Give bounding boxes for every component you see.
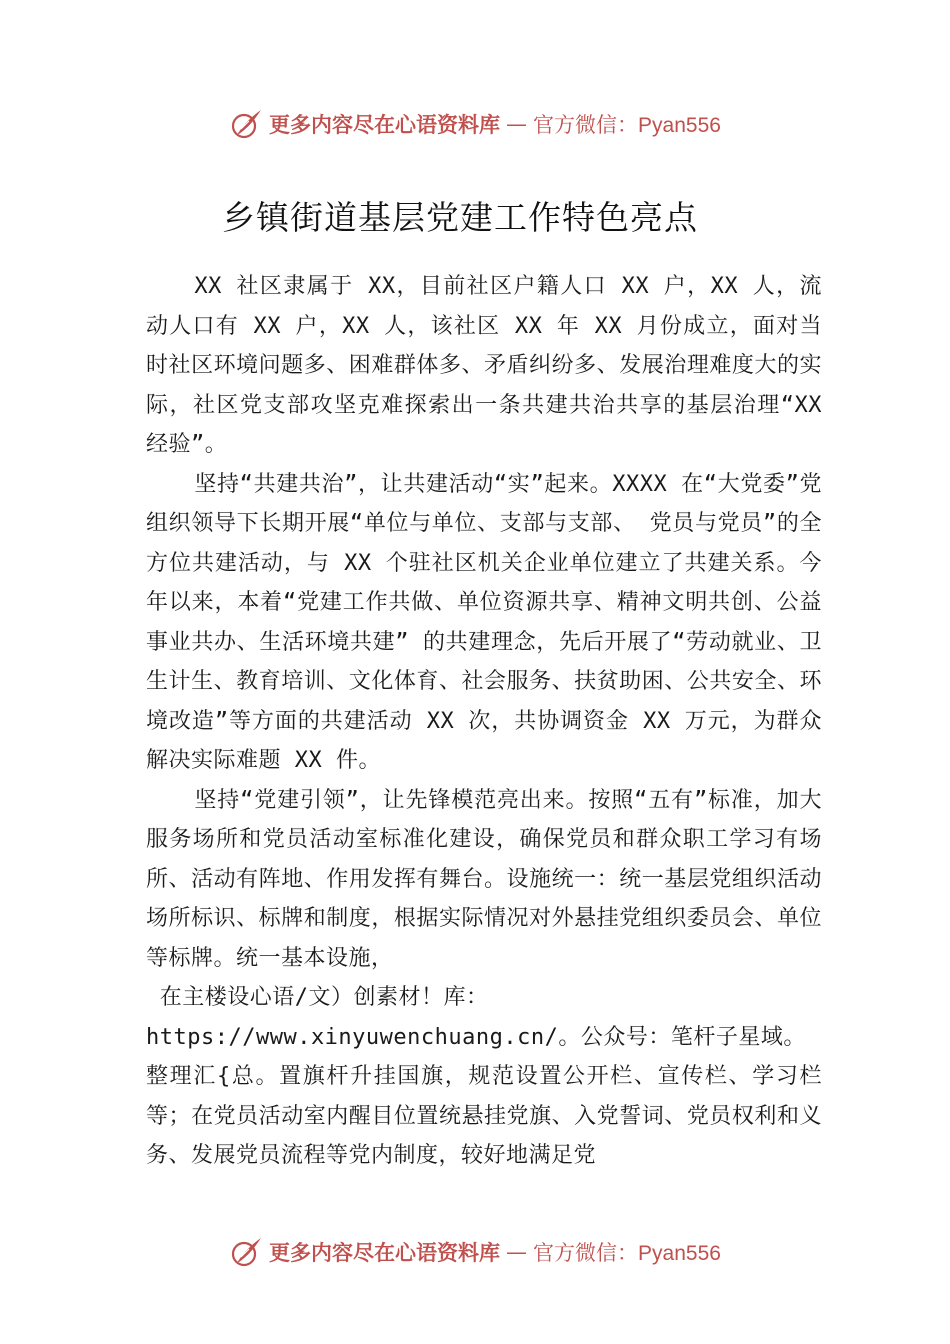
watermark-dash: — — [506, 1240, 528, 1264]
url-line: https://www.xinyuwenchuang.cn/。公众号：笔杆子星域。 — [146, 1024, 806, 1050]
insert-line: 在主楼设心语/文）创素材！库： — [146, 985, 489, 1010]
paragraph-2: 坚持“共建共治”，让共建活动“实”起来。XXXX 在“大党委”党组织领导下长期开展“单位与单位、支部与支部、 党员与党员”的全方位共建活动，与 XX 个驻社区机关企业单位建立了共建关系。今年以来，本着“党建工作共做、单位资源共享、精神文明共创、公益事业共办、生活环境共建” 的共建理念，先后开展了“劳动就业、卫生计生、教育培训、文化体育、社会服务、扶贫助困、公共安全、环境改造”等方面的共建活动 XX 次，共协调资金 XX 万元，为群众解决实际难题 XX 件。 — [146, 471, 822, 773]
watermark-text: 更多内容尽在心语资料库 — [269, 112, 501, 137]
watermark-text: 更多内容尽在心语资料库 — [269, 1240, 501, 1265]
paragraph-tail: 整理汇{总。置旗杆升挂国旗，规范设置公开栏、宣传栏、学习栏等；在党员活动室内醒目位置统悬挂党旗、入党誓词、党员权利和义务、发展党员流程等党内制度，较好地满足党 — [146, 1064, 822, 1168]
document-title: 乡镇街道基层党建工作特色亮点 — [222, 198, 698, 237]
paragraph-3: 坚持“党建引领”，让先锋模范亮出来。按照“五有”标准，加大服务场所和党员活动室标准化建设，确保党员和群众职工学习有场所、活动有阵地、作用发挥有舞台。设施统一：统一基层党组织活动场所标识、标牌和制度，根据实际情况对外悬挂党组织委员会、单位等标牌。统一基本设施， — [146, 787, 822, 971]
watermark-header — [0, 104, 950, 144]
watermark-dash: — — [506, 112, 528, 136]
watermark-footer — [0, 1232, 950, 1272]
quill-logo-icon — [229, 107, 263, 141]
quill-logo-icon — [229, 1235, 263, 1269]
paragraph-1: XX 社区隶属于 XX，目前社区户籍人口 XX 户，XX 人，流动人口有 XX 户，XX 人，该社区 XX 年 XX 月份成立，面对当时社区环境问题多、困难群体多、矛盾纠纷多、发展治理难度大的实际，社区党支部攻坚克难探索出一条共建共治共享的基层治理“XX 经验”。 — [146, 274, 822, 457]
watermark-contact: 官方微信：Pyan556 — [533, 1242, 721, 1265]
watermark-contact: 官方微信：Pyan556 — [533, 114, 721, 137]
document-body — [146, 267, 822, 1176]
